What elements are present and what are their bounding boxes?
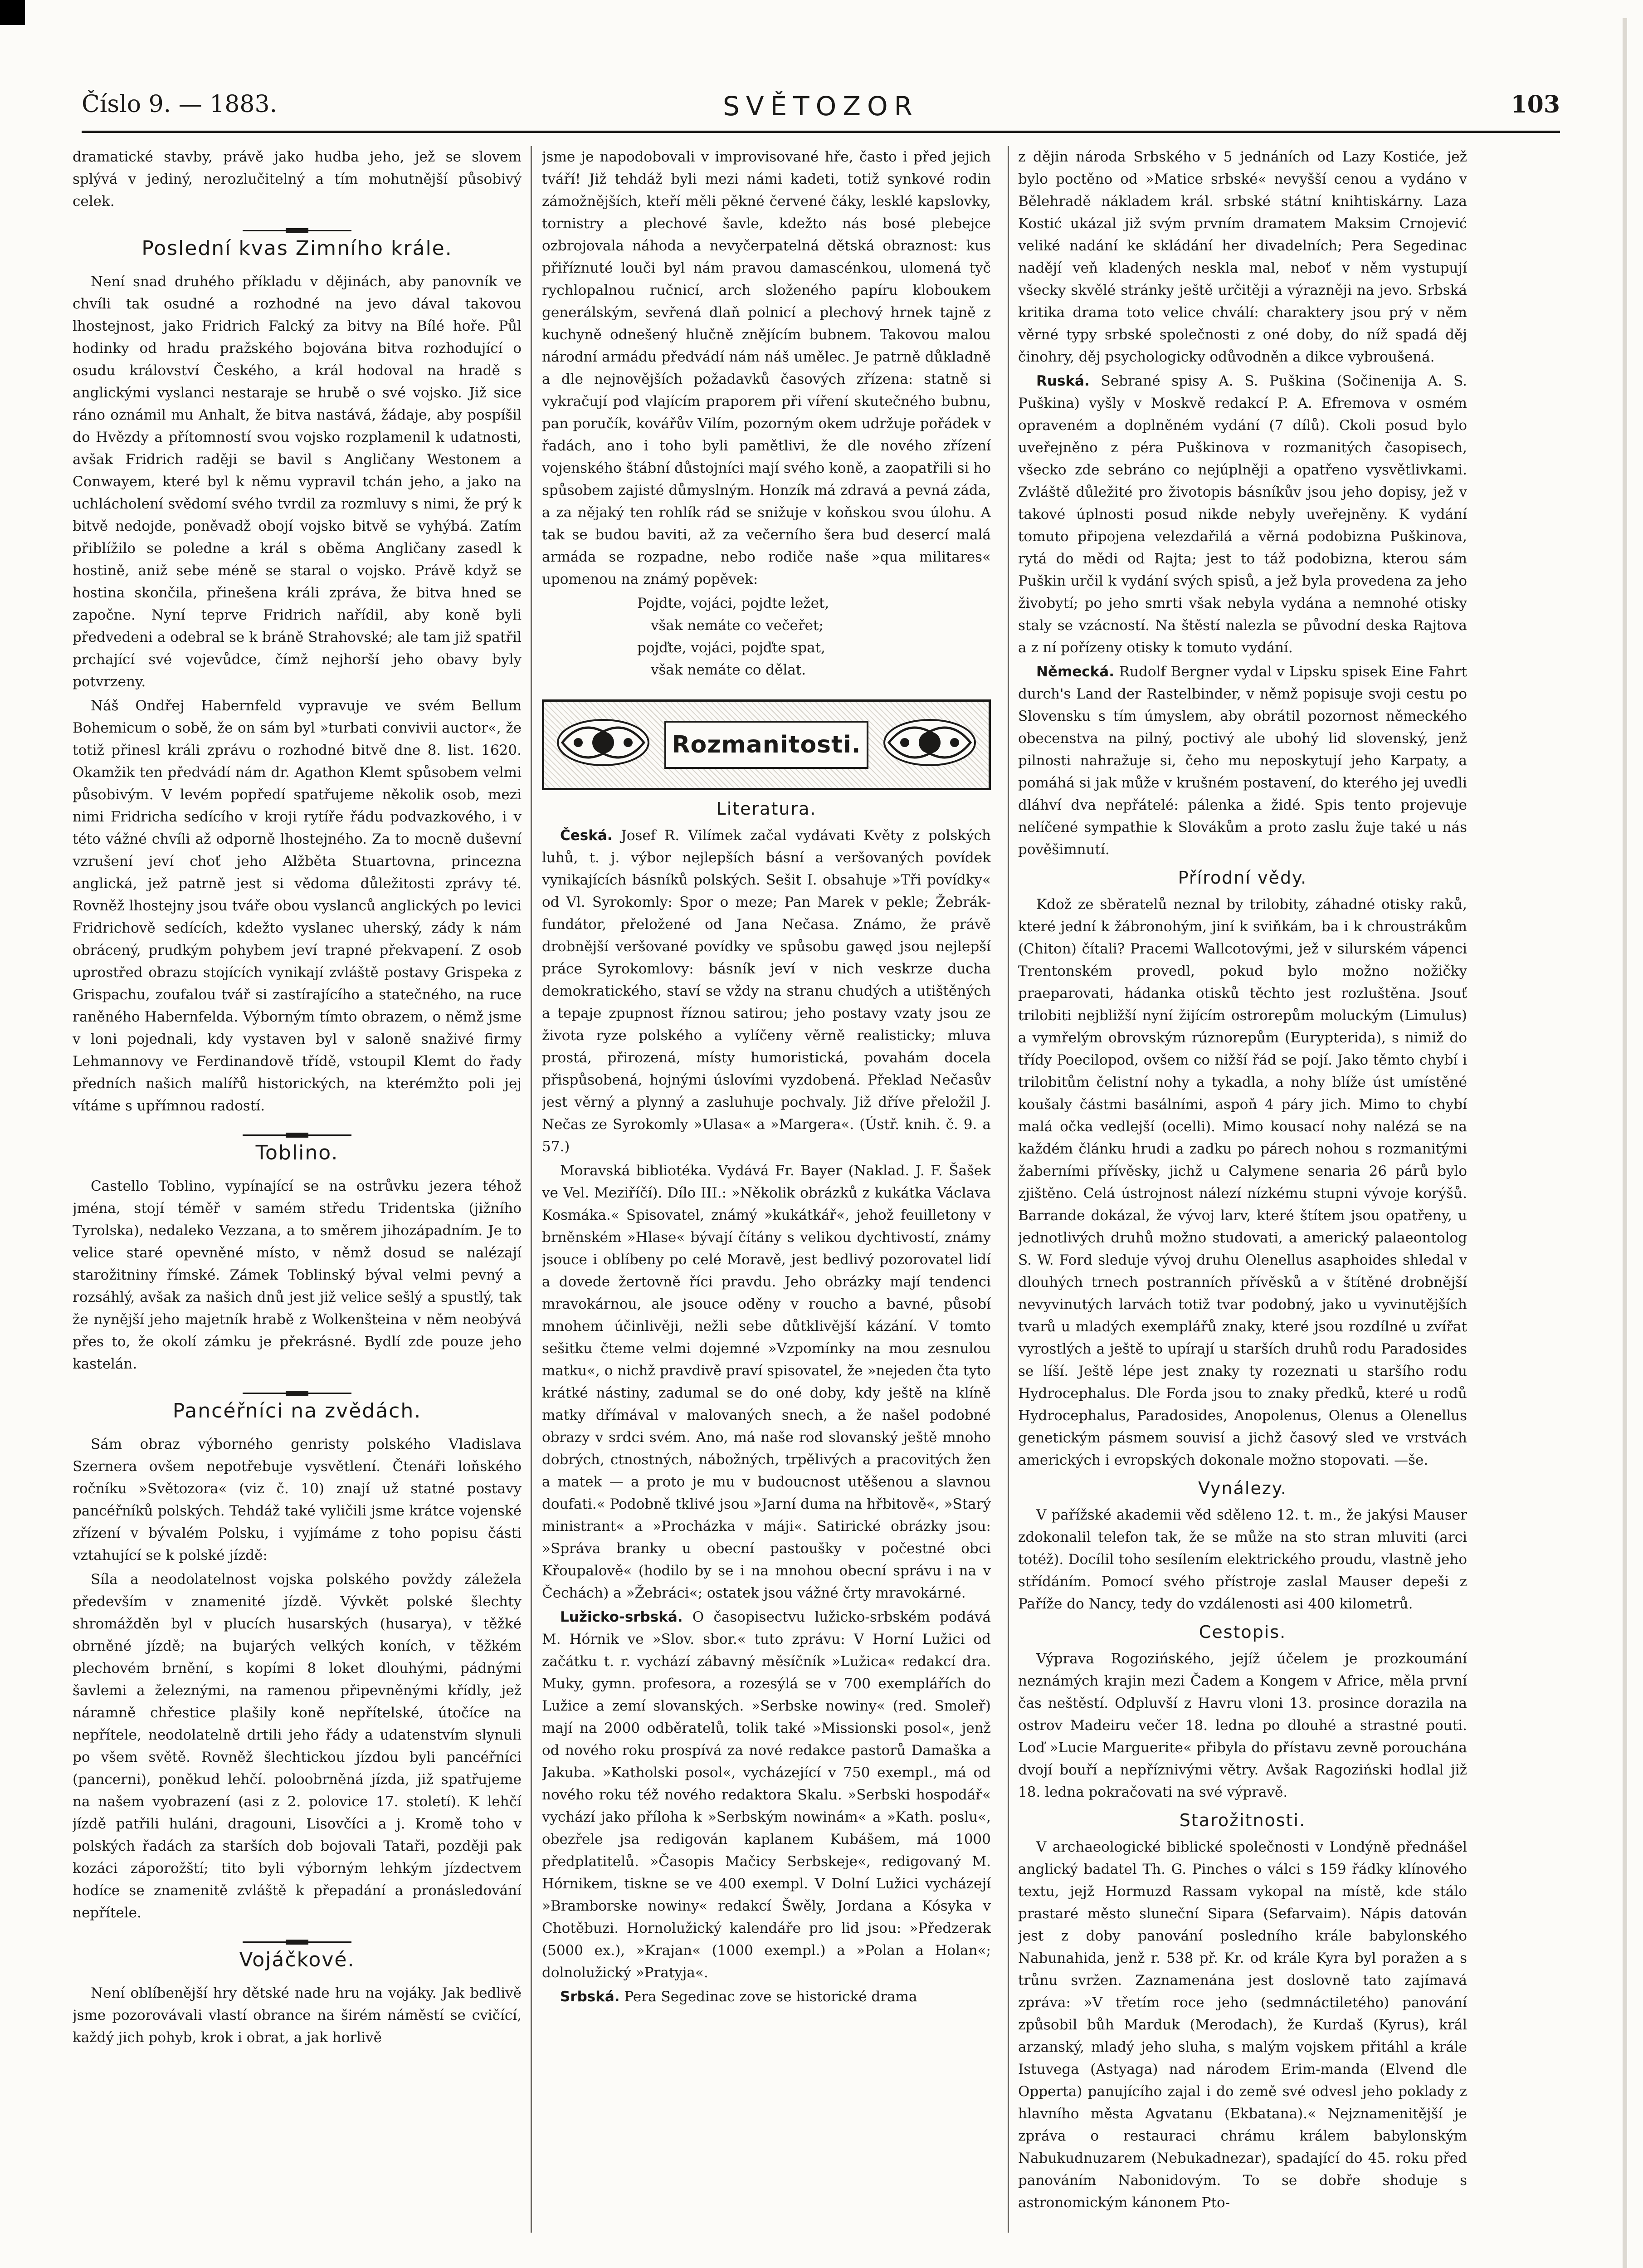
paragraph: Síla a neodolatelnost vojska polského povždy záležela především v znamenité jízdě. Vývkět polské šlechty shromážděn byl v plucích husarských (husarya), v těžké obrněné jízdě; na bujarých velkých koních, v těžkém plechovém brnění, s kopími 8 loket dlouhými, pádnými šavlemi a železnými, na ramenou připevněnými křídly, jež náramně chřestice plašily koně nepřítelské, útočíce na nepřítele, neodolatelně drtili jeho řády a udatenstvím slynuli po všem světě. Rovněž šlechtickou jízdou byli pancéřníci (pancerni), poněkud lehčí. poloobrněná jízda, již spatřujeme na našem vyobrazení (asi z 2. polovice 17. století). K lehčí jízdě patřili huláni, dragouni, Lisovčíci a j. Kromě toho v polských řadách za starších dob bojovali Tataři, později pak kozáci záporožští; tito byli výborným lehkým jízdectvem hodíce se znamenitě zvláště k přepadání a pronásledování nepřítele.: [73, 1571, 522, 1921]
section-heading: Pancéřníci na zvědách.: [172, 1399, 422, 1422]
paragraph: jsme je napodobovali v improvisované hře, často i před jejich tváří! Již tehdáž byli mezi námi kadeti, totiž synkové rodin zámožnějších, kteří měli pěkné červené čáky, lesklé kapslovky, tornistry a plechové šavle, kdežto nás bosé plebejce ozbrojovala náhoda a nevyčerpatelná dětská obraznost: kus přiříznuté louči byl nám pravou damascénkou, ulomená tyč rychlopalnou ručnicí, arch složeného papíru kloboukem generálským, sevřená dlaň polnicí a plechový hrnek tajně z kuchyně odnešený hlučně znějícím bubnem. Takovou malou národní armádu předvádí nám náš umělec. Je patrně důkladně a dle nejnovějších požadavků časových zřízena: statně si vykračují pod vlajícím praporem při víření skutečného bubnu, pan poručík, kovářův Vilím, pozorným okem udržuje pořádek v řadách, ano i toho byli pamětlivi, že dle nového zřízení vojenského štábní důstojníci mají svého koně, a zaopatřili si ho spůsobem zajisté důmyslným. Honzík má zdravá a pevná záda, a za nějaký ten rohlík rád se snižuje v koňskou svou úlohu. A tak se budou baviti, až za večerního šera bud desercí malá armáda se rozpadne, nebo rodiče naše »qua militares« upomenou na známý popěvek:: [542, 149, 991, 587]
page-number: 103: [1511, 91, 1560, 118]
section-separator: [73, 219, 522, 225]
subsection-heading: Přírodní vědy.: [1178, 868, 1307, 888]
paragraph: Náš Ondřej Habernfeld vypravuje ve svém Bellum Bohemicum o sobě, že on sám byl »turbati convivii auctor«, že totiž přinesl králi zprávu o rozhodné bitvě dne 8. list. 1620. Okamžik ten předvádí nám dr. Agathon Klemt spůsobem velmi působivým. V levém popředí spatřujeme několik osob, mezi nimi Fridricha sedícího v kroji rytíře řádu podvazkového, i v této vážné chvíli až odporně lhostejného. Za to mocně duševní vzrušení jeví choť jeho Alžběta Stuartovna, princezna anglická, jež patrně jest si vědoma důležitosti zprávy té. Rovněž lhostejny jsou tváře obou vyslanců anglických po levici Fridrichově sedících, kdežto vyslanec uherský, zády k nám obrácený, prudkým pohybem jeví trapné překvapení. Z osob uprostřed obrazu stojících vynikají zvláště postavy Grispeka z Grispachu, zoufalou tvář si zastírajícího a statečného, na ruce raněného Habernfelda. Výborným tímto obrazem, o němž jsme v loni pojednali, kdy vystaven byl v saloně snaživé firmy Lehmannovy ve Ferdinandově třídě, vstoupil Klemt do řady předních našich malířů historických, na kterémžto poli jej vítáme s upřímnou radostí.: [73, 698, 522, 1114]
poem-line: Pojdte, vojáci, pojdte ležet,: [637, 595, 829, 611]
subsection-heading: Literatura.: [716, 799, 817, 819]
paragraph: O časopisectvu lužicko-srbském podává M. Hórnik ve »Slov. sbor.« tuto zprávu: V Horní Lužici od začátku t. r. vychází zábavný měsíčník »Lužica« redakcí dra. Muky, gymn. profesora, a rozesýlá se v 700 exemplářích do Lužice a zemí slovanských. »Serbske nowiny« (red. Smoleř) mají na 2000 odběratelů, tolik také »Missionski posol«, jenž od nového roku prospívá za nové redakce pastorů Damaška a Jakuba. »Katholski posol«, vycházející v 750 exempl., má od nového roku též nového redaktora Skalu. »Serbski hospodář« vychází jako příloha k »Serbským nowinám« a »Kath. poslu«, obezřele jsa redigován kaplanem Kubášem, má 1000 předplatitelů. »Časopis Mačicy Serbskeje«, redigovaný M. Hórnikem, tiskne se ve 400 exempl. V Dolní Lužici vycházejí »Bramborske nowiny« redakcí Šwěly, Jordana a Kósyka v Chotěbuzi. Hornolužický kalendáře pro lid jsou: »Předzerak (5000 ex.), »Krajan« (1000 exempl.) a »Polan a Holan«; dolnolužický »Pratyja«.: [542, 1609, 991, 1981]
subsection-heading: Vynálezy.: [1198, 1478, 1287, 1498]
paragraph: V archaeologické biblické společnosti v Londýně přednášel anglický badatel Th. G. Pinches o válci s 159 řádky klínového textu, jejž Hormuzd Rassam vykopal na místě, kde stálo prastaré město sluneční Sipara (Sefarvaim). Nápis datován jest z doby panování posledního krále babylonského Nabunahida, jenž r. 538 př. Kr. od krále Kyra byl poražen a s trůnu svržen. Zaznamenána jest doslovně tato zajímavá zpráva: »V třetím roce jeho (sedmnáctiletého) panování způsobil bůh Marduk (Merodach), že Kurdaš (Kyrus), král arzanský, mladý jeho sluha, s malým vojskem přitáhl a krále Istuvega (Astyaga) nad národem Erim-manda (Elvend dle Opperta) panujícího zajal i do země své odvesl jeho poklady z hlavního města Agvatanu (Ekbatana).« Nejznamenitější je zpráva o restauraci chrámu králem babylonským Nabukudnuzarem (Nebukadnezar), spadající do 45. roku před panováním Nabonidovým. To se dobře shoduje s astronomickým kánonem Pto-: [1018, 1839, 1467, 2211]
poem-line: však nemáte co dělat.: [651, 662, 806, 678]
category-label: Srbská.: [560, 1989, 620, 2005]
column-rule-2: [1008, 146, 1009, 2233]
paragraph: Není snad druhého příkladu v dějinách, aby panovník ve chvíli tak osudné a rozhodné na jevo dával takovou lhostejnost, jako Fridrich Falcký za bitvy na Bílé hoře. Půl hodinky od hradu pražského bojována bitva rozhodující o osudu království Českého, a král hodoval na hradě s anglickými vyslanci nestaraje se hrubě o své vojsko. Již sice ráno oznámil mu Anhalt, že bitva nastává, žádaje, aby pospíšil do Hvězdy a přítomností svou vojsko rozplamenil k udatnosti, avšak Fridrich raději se bavil s Angličany Westonem a Conwayem, které byl k němu vypravil tchán jeho, a jako na uchlácholení svědomí svého tvrdil za rozmluvy s nimi, že prý k bitvě nedojde, poněvadž obojí vojsko bitvě se vyhýbá. Zatím přiblížilo se poledne a král s oběma Angličany zasedl k hostině, aniž sebe méně se staral o vojsko. Právě když se hostina skončila, přinešena králi zpráva, že bitva hned se započne. Nyní teprve Fridrich nařídil, aby koně byli předvedeni a odebral se k bráně Strahovské; ale tam již spatřil prchající své vojevůdce, čímž nejhorší jeho obavy byly potvrzeny.: [73, 274, 522, 690]
subsection-heading: Starožitnosti.: [1179, 1810, 1306, 1830]
subsection-heading: Cestopis.: [1199, 1622, 1287, 1642]
category-label: Lužicko-srbská.: [560, 1609, 683, 1625]
paragraph: dramatické stavby, právě jako hudba jeho, jež se slovem splývá v jediný, nerozlučitelný a tím mohutnější působivý celek.: [73, 149, 522, 210]
paragraph: V pařížské akademii věd sděleno 12. t. m., že jakýsi Mauser zdokonalil telefon tak, že se může na sto stran mluviti (arci totéž). Docílil toho sesílením elektrického proudu, vlastně jeho střídáním. Pomocí svého přístroje zaslal Mauser depeši z Paříže do Nancy, tedy do vzdálenosti asi 400 kilometrů.: [1018, 1507, 1467, 1612]
poem: [542, 592, 991, 681]
paragraph: z dějin národa Srbského v 5 jednáních od Lazy Kostiće, jež bylo poctěno od »Matice srbské« nevyšší cenou a vydáno v Bělehradě nákladem král. srbské státní knihtiskárny. Laza Kostić ukázal již svým prvním dramatem Maksim Crnojević veliké nadání ke skládání her divadelních; Pera Segedinac nadějí veň kladených neskla mal, neboť v něm vystupují všecky skvělé stránky ještě určitěji a výrazněji na jevo. Srbská kritika drama toto velice chválí: charaktery jsou prý v něm věrné typy srbské společnosti z oné doby, do níž spadá děj činohry, děj psychologicky odůvodněn a dikce vybroušená.: [1018, 149, 1467, 365]
paragraph: Rudolf Bergner vydal v Lipsku spisek Eine Fahrt durch's Land der Rastelbinder, v němž popisuje svoji cestu po Slovensku s tím úmyslem, aby obrátil pozornost německého obecenstva na pilný, poctivý ale ubohý lid slovenský, jenž pilnosti nahražuje si, čeho mu neposkytují jeho Karpaty, a pomáhá si jak může v krušném postavení, do kterého jej uvedli dláhví dva nepřátelé: pálenka a židé. Spis tento projevuje nelíčené sympathie k Slovákům a proto zaslu žuje také u nás pověšimnutí.: [1018, 664, 1467, 858]
section-heading: Poslední kvas Zimního krále.: [141, 237, 453, 260]
category-label: Česká.: [560, 827, 613, 844]
section-separator: [73, 1382, 522, 1387]
poem-line: pojďte, vojáci, pojďte spat,: [637, 640, 825, 656]
paragraph: Kdož ze sběratelů neznal by trilobity, záhadné otisky raků, které jední k žábronohým, jiní k sviňkám, ba i k chroustrákům (Chiton) čítali? Pracemi Wallcotovými, jež v silurském vápenci Trentonském provedl, pokud bylo možno nožičky praeparovati, hádanka otisků těchto jest rozluštěna. Jsouť trilobiti nejbližší nyní žijícím ostrorepům moluckým (Limulus) a vymřelým obrovským rúznorepům (Eurypterida), s nimiž do třídy Poecilopod, ovšem co nižší řád se pojí. Jako těmto chybí i trilobitům čelistní nohy a tykadla, a nohy blíže úst umístěné koušaly částmi basálními, aspoň 4 páry jich. Mimo to chybí malá očka vedlejší (ocelli). Mimo kousací nohy nalézá se na každém článku hrudi a zadku po párech nohou s rozmanitými žaberními přívěsky, jichž u Calymene senaria 26 párů bylo zjištěno. Celá ústrojnost nálezí nízkému stupni vývoje korýšů. Barrande dokázal, že vývoj larv, které štítem jsou opatřeny, u jednotlivých druhů možno studovati, a americký palaeontolog S. W. Ford sleduje vývoj druhu Olenellus asaphoides shledal v dlouhých trnech postranních přívěsků a v štítěné drobnější nevyvinutých larvách totiž tvar podobný, jako u vyvinutějších tvarů u mladých exemplářů znaky, které jsou rozdílné u zvířat vyrostlých a ještě to upírají u starších druhů rodu Paradosides se líší. Ještě lépe jest znaky ty rozeznati u staršího rodu Hydrocephalus. Dle Forda jsou to znaky předků, které u rodů Hydrocephalus, Paradosides, Anopolenus, Olenus a Olenellus genetickým pásmem souvisí a jichž časový sled ve vrstvách amerických i evropských dokonale možno stopovati. —še.: [1018, 896, 1467, 1468]
category-label: Ruská.: [1036, 373, 1090, 389]
column-3: [1018, 146, 1467, 2255]
paragraph: Není oblíbenější hry dětské nade hru na vojáky. Jak bedlivě jsme pozorovávali vlastí obrance na širém náměstí se cvičící, každý jich pohyb, krok i obrat, a jak horlivě: [73, 1985, 522, 2046]
paragraph: Moravská bibliotéka. Vydává Fr. Bayer (Naklad. J. F. Šašek ve Vel. Meziříčí). Dílo III.: »Několik obrázků z kukátka Václava Kosmáka.« Spisovatel, známý »kukátkář«, jehož feuilletony v brněnském »Hlase« bývají čítány s velikou dychtivostí, známy jsouce i oblíbeny po celé Moravě, jest bedlivý pozorovatel lidí a dovede žertovně říci pravdu. Jeho obrázky mají tendenci mravokárnou, ale jsouce oděny v roucho a bavné, působí mnohem účinlivěji, nežli sebe důtklivější kázání. V tomto sešitku čteme velmi dojemné »Vzpomínky na mou zesnulou matku«, o nichž pravdivě praví spisovatel, že »nejeden čta tyto krátké nástiny, zadumal se do oné doby, kdy ještě na klíně matky dřímával v malovaných snech, a že našel podobné obrazy v srdci svém. Ano, má naše rod slovanský ještě mnoho dobrých, ctnostných, nábožných, trpělivých a pracovitých žen a matek — a proto je mu v budoucnost utěšenou a slavnou doufati.« Podobně tklivé jsou »Jarní duma na hřbitově«, »Starý ministrant« a »Procházka v máji«. Satirické obrázky jsou: »Správa branky u obecní pastoušky v počestné obci Křoupalově« (hodilo by se i na mnohou obecní správu i na v Čechách) a »Žebráci«; ostatek jsou vážné črty mravokárné.: [542, 1163, 991, 1601]
column-1: [73, 146, 522, 2255]
poem-line: však nemáte co večeřet;: [651, 617, 824, 634]
paragraph: Pera Segedinac zove se historické drama: [624, 1989, 917, 2005]
paragraph: Sám obraz výborného genristy polského Vladislava Szernera ovšem nepotřebuje vysvětlení. Čtenáři loňského ročníku »Světozora« (viz č. 10) znají už statné postavy pancéřníků polských. Tehdáž také vyličili jsme krátce vojenské zřízení v bývalém Polsku, i vyjímáme z toho popisu části vztahující se k polské jízdě:: [73, 1436, 522, 1564]
section-heading: Toblino.: [255, 1141, 339, 1164]
paragraph: Sebrané spisy A. S. Puškina (Sočinenija A. S. Puškina) vyšly v Moskvě redakcí P. A. Efremova v osmém opraveném a doplněném vydání (7 dílů). Ckoli posud bylo uveřejněno z péra Puškinova v rozmanitých časopisech, všecko zde sebráno co nejúplněji a opatřeno vysvětlivkami. Zvláště důležité pro životopis básníkův jsou jeho dopisy, jež v takové úplnosti posud nikde nebyly uveřejněny. K vydání tomuto připojena velezdařilá a věrná podobizna Puškinova, rytá do mědi od Rajta; jest to táž podobizna, kterou sám Puškin určil k vydání svých spisů, a jež byla provedena za jeho živobytí; po jeho smrti však nebyla vydána a nemnohé otisky staly se vzácností. Na štěstí nalezla se původní deska Rajtova a z ní pořízeny otisky k tomuto vydání.: [1018, 373, 1467, 656]
column-2: [542, 146, 991, 2255]
paragraph: Josef R. Vilímek začal vydávati Květy z polských luhů, t. j. výbor nejlepších básní a veršovaných povídek vynikajících básníků polských. Sešit I. obsahuje »Tři povídky« od Vl. Syrokomly: Spor o meze; Pan Marek v pekle; Žebrák-fundátor, přeložené od Jana Nečasa. Známo, že právě drobnější veršované povídky ve spůsobu gawęd jsou nejlepší práce Syrokomlovy: básník jeví v nich veskrze ducha demokratického, staví se vždy na stranu chudých a utištěných a tepaje zpupnost říznou satirou; jeho postavy vzaty jsou ze života ryze polského a vylíčeny věrně realisticky; mluva prostá, přirozená, místy humoristická, povahám docela přispůsobená, hojnými úslovími vyzdobená. Překlad Nečasův jest věrný a plynný a zasluhuje pochvaly. Již dříve přeložil J. Nečas ze Syrokomly »Ulasa« a »Margera«. (Ústř. knih. č. 9. a 57.): [542, 827, 991, 1155]
page-header: [82, 91, 1560, 122]
paragraph: Castello Toblino, vypínající se na ostrůvku jezera téhož jména, stojí téměř v samém středu Tridentska (jižního Tyrolska), nedaleko Vezzana, a to směrem jihozápadním. Je to velice staré opevněné místo, v němž dosud se nalézají starožitniny římské. Zámek Toblinský býval velmi pevný a rozsáhlý, avšak za našich dnů jest již velice sešlý a spustlý, tak že nynější jeho majetník hrabě z Wolkenšteina v něm neobývá přes to, že okolí zámku je překrásné. Bydlí zde pouze jeho kastelán.: [73, 1178, 522, 1372]
section-heading: Vojáčkové.: [239, 1948, 355, 1971]
issue-number: Číslo 9. — 1883.: [82, 91, 278, 118]
page-edge-shadow: [1623, 18, 1627, 2268]
paragraph: Výprava Rogozińského, jejíž účelem je prozkoumání neznámých krajin mezi Čadem a Kongem v Africe, měla první čas neštěstí. Odpluvší z Havru vloni 13. prosince dorazila na ostrov Madeiru večer 18. ledna po dlouhé a strastné pouti. Loď »Lucie Marguerite« přibyla do přístavu zevně porouchána dvojí bouří a nepříznivými větry. Avšak Ragoziński hodlal již 18. ledna pokračovati na své výpravě.: [1018, 1651, 1467, 1800]
category-label: Německá.: [1036, 664, 1114, 680]
rozmanitosti-banner: [542, 699, 991, 790]
journal-title: SVĚTOZOR: [723, 91, 919, 122]
section-separator: [73, 1124, 522, 1129]
banner-title: Rozmanitosti.: [664, 721, 868, 769]
section-separator: [73, 1931, 522, 1936]
flower-ornament-icon: [880, 715, 980, 770]
header-rule: [82, 131, 1560, 133]
scan-corner-mark: [0, 0, 25, 25]
flower-ornament-icon: [553, 715, 653, 770]
column-rule-1: [531, 146, 532, 2233]
